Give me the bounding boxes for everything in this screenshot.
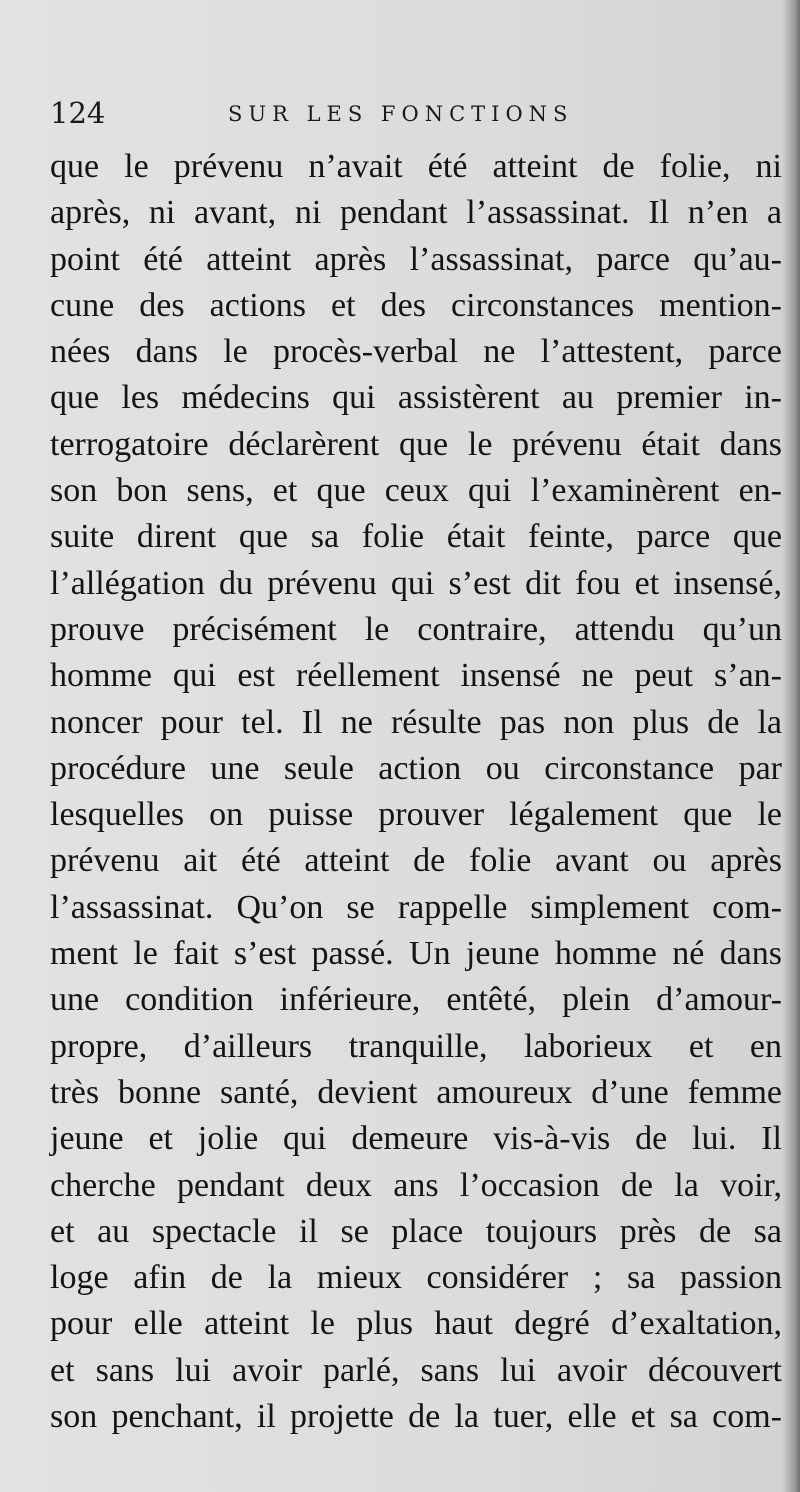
text-line: suite dirent que sa folie était feinte, parce que [50, 518, 782, 556]
page-number: 124 [50, 96, 106, 130]
text-line: très bonne santé, devient amoureux d’une femme [50, 1073, 782, 1111]
text-line: l’assassinat. Qu’on se rappelle simplement com- [50, 888, 782, 926]
text-line: son penchant, il projette de la tuer, elle et sa com- [50, 1398, 782, 1436]
text-line: et au spectacle il se place toujours près de sa [50, 1212, 782, 1250]
text-line: propre, d’ailleurs tranquille, laborieux et en [50, 1027, 782, 1065]
text-line: lesquelles on puisse prouver légalement que le [50, 796, 782, 834]
text-line: prouve précisément le contraire, attendu qu’un [50, 610, 782, 648]
text-line: pour elle atteint le plus haut degré d’exaltation, [50, 1305, 782, 1343]
text-line: loge afin de la mieux considérer ; sa passion [50, 1259, 782, 1297]
text-line: cherche pendant deux ans l’occasion de la voir, [50, 1166, 782, 1204]
text-line: une condition inférieure, entêté, plein d’amour- [50, 981, 782, 1019]
text-line: que les médecins qui assistèrent au premier in- [50, 379, 782, 417]
text-line: homme qui est réellement insensé ne peut s’an- [50, 657, 782, 695]
text-line: jeune et jolie qui demeure vis-à-vis de lui. Il [50, 1120, 782, 1158]
running-header [50, 96, 750, 136]
text-line: terrogatoire déclarèrent que le prévenu était dans [50, 425, 782, 463]
text-line: que le prévenu n’avait été atteint de folie, ni [50, 148, 782, 185]
text-line: prévenu ait été atteint de folie avant ou après [50, 842, 782, 880]
text-line: après, ni avant, ni pendant l’assassinat. Il n’en a [50, 194, 782, 232]
text-line: et sans lui avoir parlé, sans lui avoir découvert [50, 1351, 782, 1389]
running-title: SUR LES FONCTIONS [228, 102, 574, 126]
text-line: ment le fait s’est passé. Un jeune homme né dans [50, 935, 782, 973]
text-line: point été atteint après l’assassinat, parce qu’au- [50, 240, 782, 278]
text-line: noncer pour tel. Il ne résulte pas non plus de la [50, 703, 782, 741]
text-line: procédure une seule action ou circonstance par [50, 749, 782, 787]
text-line: cune des actions et des circonstances mention- [50, 286, 782, 324]
page-edge-shadow [782, 0, 800, 1492]
body-text [50, 144, 782, 1440]
text-line: l’allégation du prévenu qui s’est dit fou et insensé, [50, 564, 782, 602]
text-line: nées dans le procès-verbal ne l’attestent, parce [50, 333, 782, 371]
text-line: son bon sens, et que ceux qui l’examinèrent en- [50, 472, 782, 510]
